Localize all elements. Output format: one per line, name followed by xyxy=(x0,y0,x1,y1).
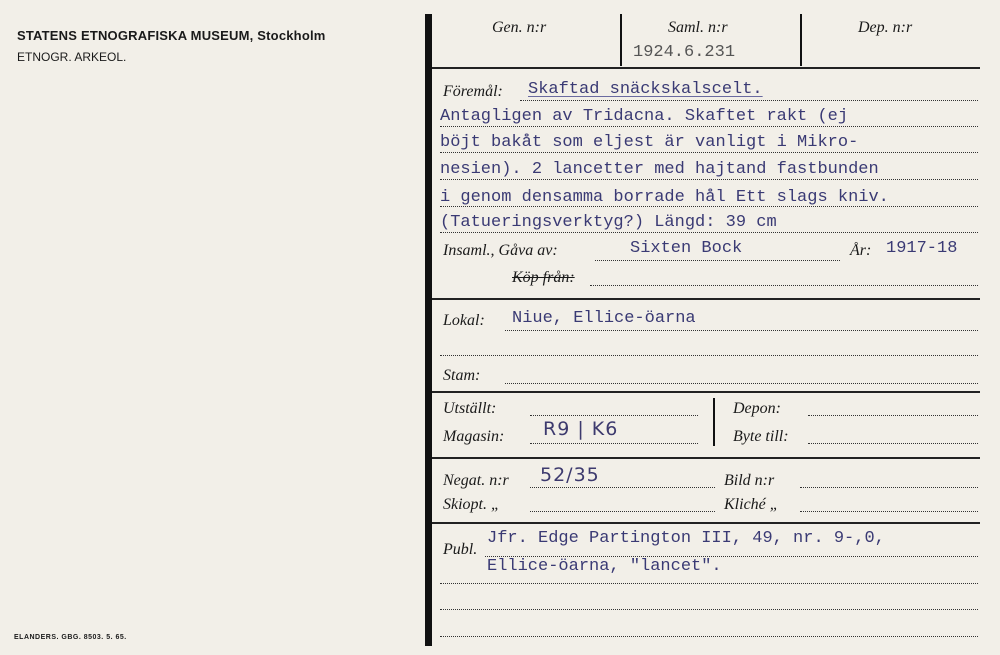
foremal-dots-1 xyxy=(520,100,978,101)
dep-label: Dep. n:r xyxy=(858,19,913,36)
skiopt-dots xyxy=(530,511,715,512)
lokal-label: Lokal: xyxy=(443,312,485,329)
kop-label: Köp från: xyxy=(512,269,575,286)
ar-value: 1917-18 xyxy=(886,239,958,258)
depon-label: Depon: xyxy=(733,400,781,417)
kop-dots xyxy=(590,285,978,286)
insaml-dots xyxy=(595,260,840,261)
utstallt-dots xyxy=(530,415,698,416)
foremal-line-6: (Tatueringsverktyg?) Längd: 39 cm xyxy=(440,213,777,232)
lokal-dots-1 xyxy=(505,330,978,331)
top-divider-1 xyxy=(620,14,622,66)
institution-name: STATENS ETNOGRAFISKA MUSEUM, Stockholm xyxy=(17,28,326,43)
foremal-line-2: Antagligen av Tridacna. Skaftet rakt (ej xyxy=(440,107,849,126)
printer-imprint: ELANDERS. GBG. 8503. 5. 65. xyxy=(14,634,127,641)
saml-label: Saml. n:r xyxy=(668,19,728,36)
skiopt-label: Skiopt. „ xyxy=(443,496,500,513)
insaml-label: Insaml., Gåva av: xyxy=(443,242,558,259)
kliche-dots xyxy=(800,511,978,512)
lokal-value: Niue, Ellice-öarna xyxy=(512,309,696,328)
publ-line-1: Jfr. Edge Partington III, 49, nr. 9-,0, xyxy=(487,529,885,548)
foremal-line-3: böjt bakåt som eljest är vanligt i Mikro- xyxy=(440,133,859,152)
lokal-dots-2 xyxy=(440,355,978,356)
divider-location xyxy=(432,457,980,459)
byte-dots xyxy=(808,443,978,444)
magasin-label: Magasin: xyxy=(443,428,505,445)
divider-insaml xyxy=(432,298,980,300)
divider-stam xyxy=(432,391,980,393)
publ-dots-3 xyxy=(440,609,978,610)
gen-label: Gen. n:r xyxy=(492,19,547,36)
publ-dots-2 xyxy=(440,583,978,584)
insaml-value: Sixten Bock xyxy=(630,239,743,258)
foremal-label: Föremål: xyxy=(443,83,503,100)
foremal-dots-6 xyxy=(440,232,978,233)
foremal-dots-4 xyxy=(440,179,978,180)
top-divider-2 xyxy=(800,14,802,66)
magasin-dots xyxy=(530,443,698,444)
utstallt-label: Utställt: xyxy=(443,400,497,417)
location-divider xyxy=(713,398,715,446)
foremal-dots-5 xyxy=(440,206,978,207)
stam-dots xyxy=(505,383,978,384)
divider-media xyxy=(432,522,980,524)
magasin-value: R9 | K6 xyxy=(543,418,619,440)
publ-dots-4 xyxy=(440,636,978,637)
negat-value: 52/35 xyxy=(540,464,600,486)
foremal-dots-3 xyxy=(440,152,978,153)
byte-label: Byte till: xyxy=(733,428,789,445)
left-border-bar xyxy=(425,14,432,646)
department-name: ETNOGR. ARKEOL. xyxy=(17,50,127,64)
foremal-line-5: i genom densamma borrade hål Ett slags kniv. xyxy=(440,188,889,207)
bild-dots xyxy=(800,487,978,488)
bild-label: Bild n:r xyxy=(724,472,775,489)
stam-label: Stam: xyxy=(443,367,481,384)
foremal-line-1: Skaftad snäckskalscelt. xyxy=(528,80,763,99)
kliche-label: Kliché „ xyxy=(724,496,779,513)
depon-dots xyxy=(808,415,978,416)
saml-value: 1924.6.231 xyxy=(633,43,736,62)
negat-label: Negat. n:r xyxy=(443,472,509,489)
divider-top xyxy=(432,67,980,69)
publ-line-2: Ellice-öarna, "lancet". xyxy=(487,557,722,576)
ar-label: År: xyxy=(850,242,872,259)
publ-label: Publ. xyxy=(443,541,478,558)
foremal-line-4: nesien). 2 lancetter med hajtand fastbunden xyxy=(440,160,879,179)
negat-dots xyxy=(530,487,715,488)
foremal-dots-2 xyxy=(440,126,978,127)
